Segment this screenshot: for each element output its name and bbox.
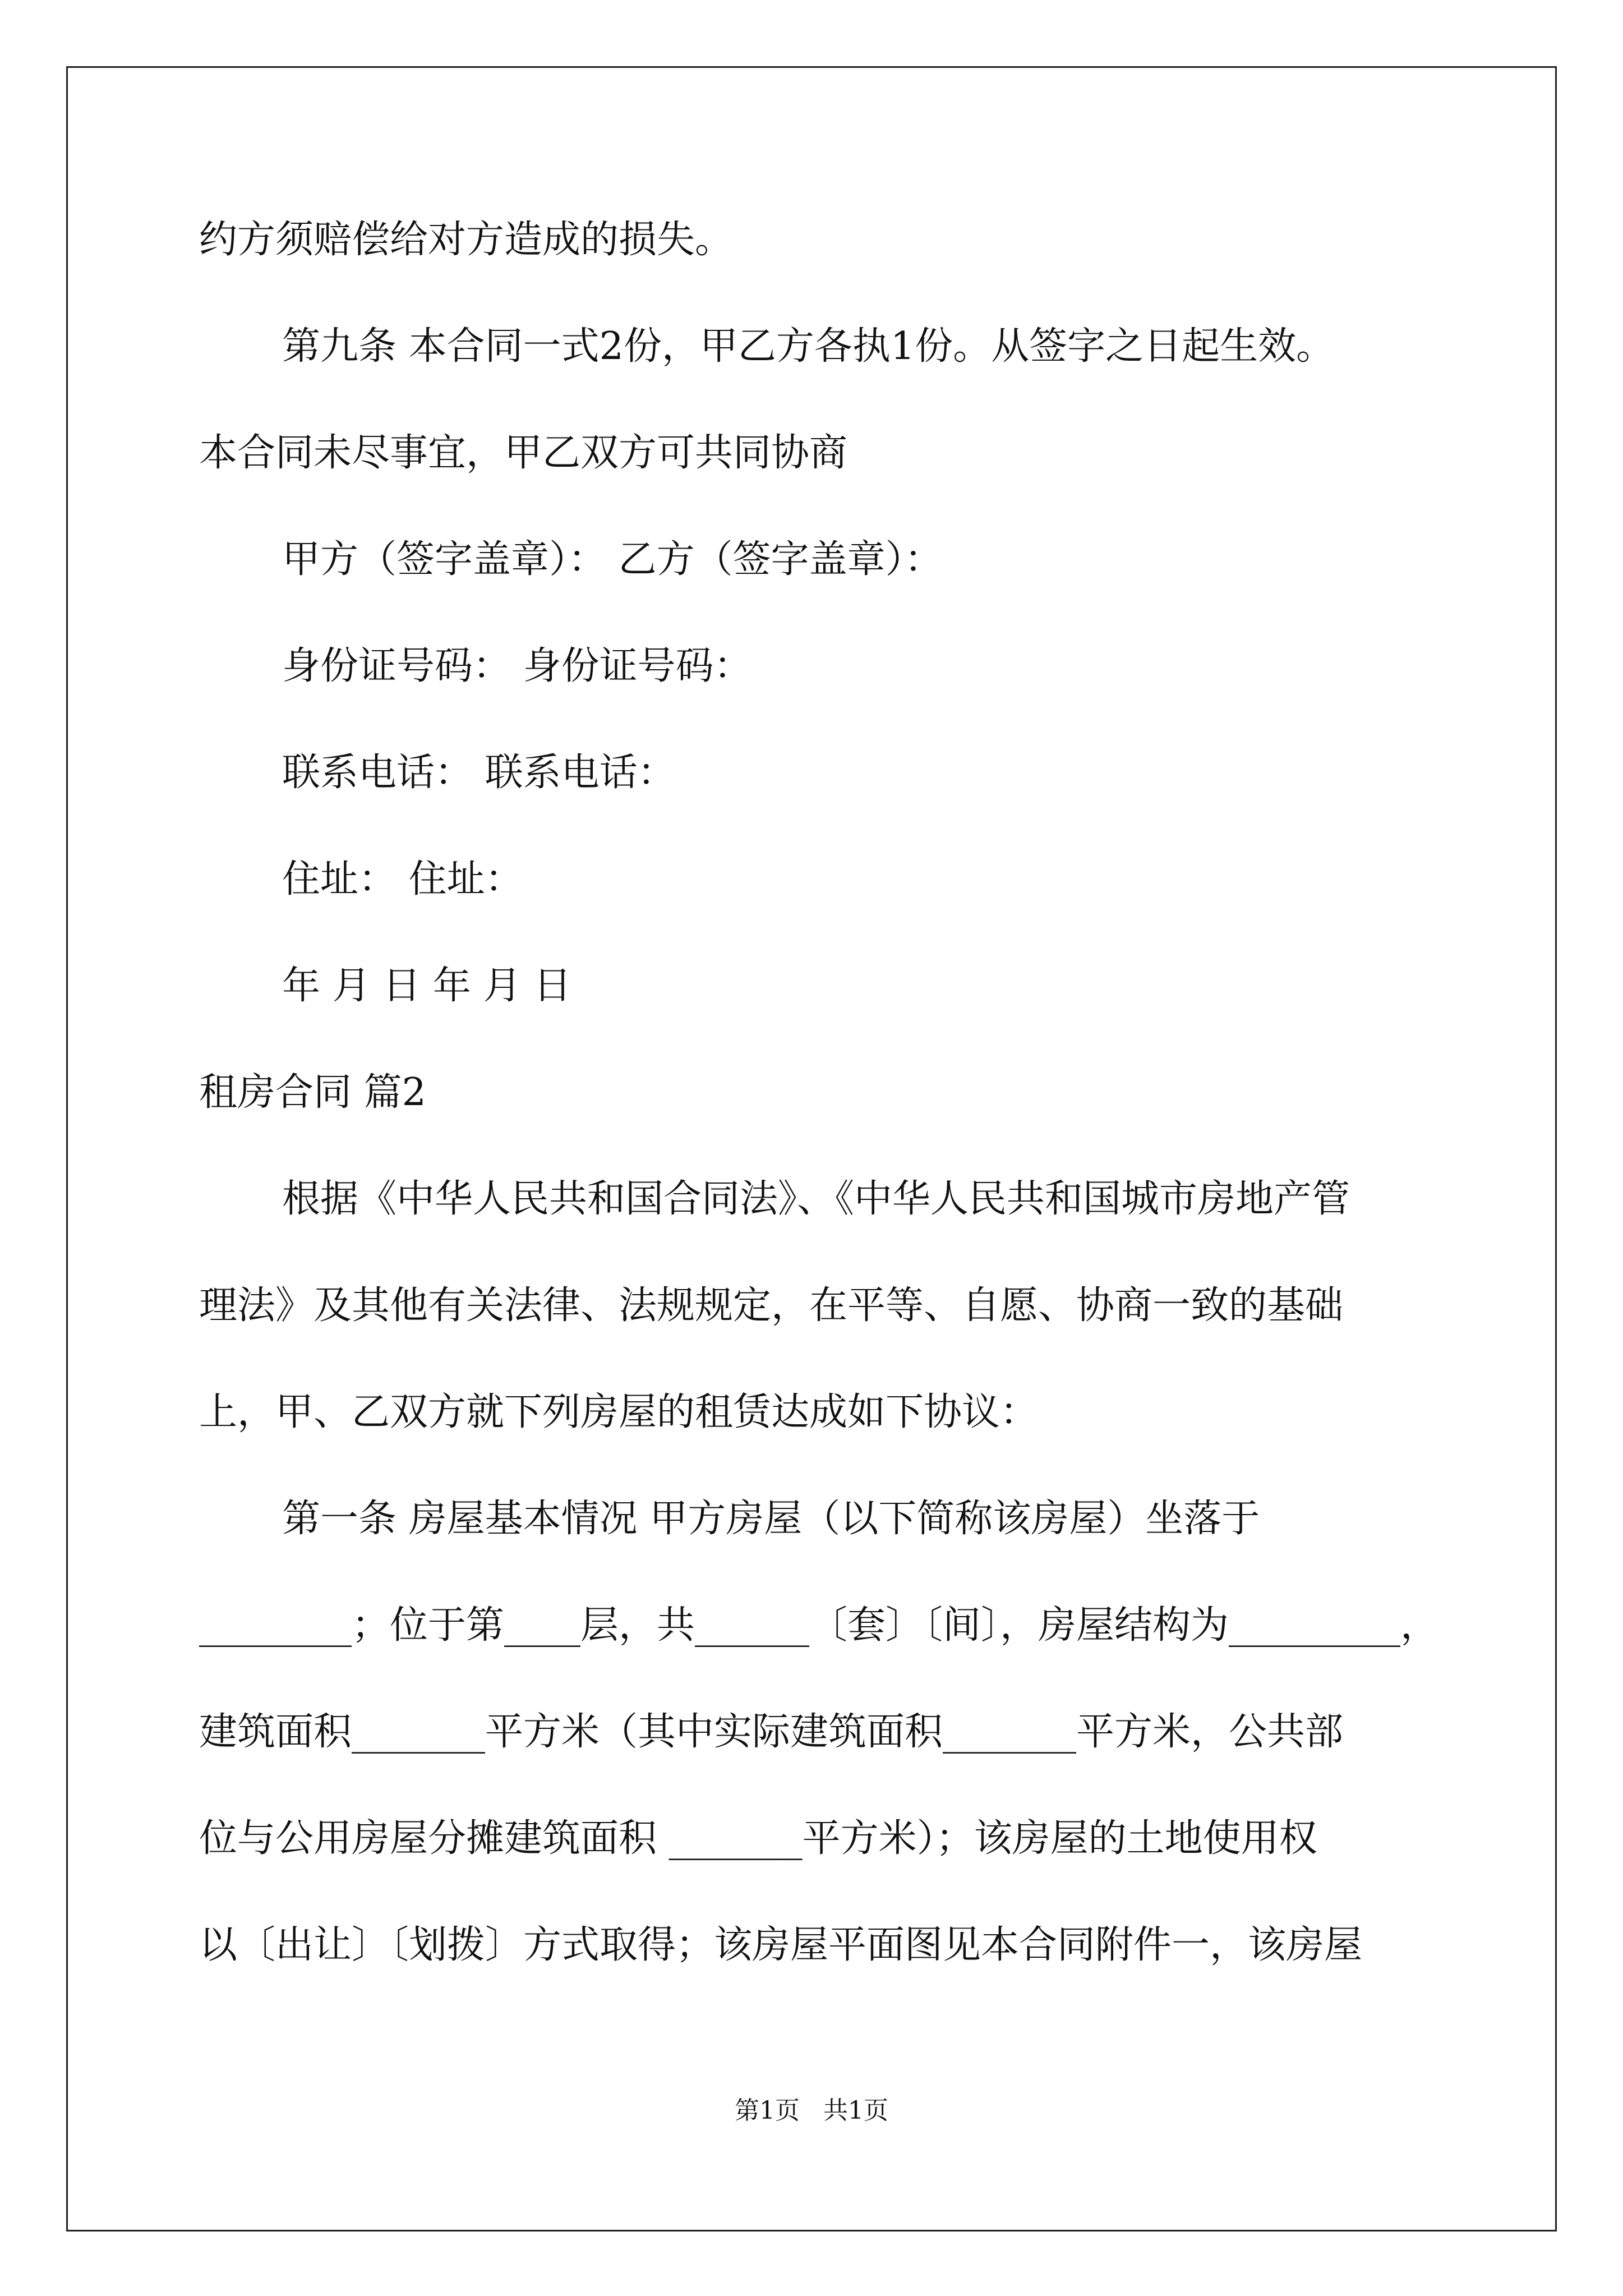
page-number: 第1页 共1页	[735, 2096, 888, 2125]
section-heading: 租房合同 篇2	[199, 1070, 426, 1115]
text-line: ________；位于第____层，共______〔套〕〔间〕，房屋结构为_________，	[199, 1603, 1439, 1648]
text-line: 第一条 房屋基本情况 甲方房屋（以下简称该房屋）坐落于	[282, 1497, 1260, 1541]
text-line: 住址： 住址：	[282, 857, 523, 901]
text-line: 甲方（签字盖章）： 乙方（签字盖章）：	[282, 537, 943, 582]
page-frame	[66, 66, 1557, 2231]
text-line: 年 月 日 年 月 日	[282, 964, 572, 1008]
text-line: 约方须赔偿给对方造成的损失。	[199, 218, 734, 262]
text-line: 本合同未尽事宜，甲乙双方可共同协商	[199, 431, 848, 475]
text-line: 联系电话： 联系电话：	[282, 751, 676, 795]
text-line: 根据《中华人民共和国合同法》、《中华人民共和国城市房地产管	[282, 1177, 1350, 1221]
text-line: 位与公用房屋分摊建筑面积 _______平方米）；该房屋的土地使用权	[199, 1816, 1317, 1861]
text-line: 以〔出让〕〔划拨〕方式取得；该房屋平面图见本合同附件一，该房屋	[199, 1923, 1363, 1967]
text-line: 理法》及其他有关法律、法规规定，在平等、自愿、协商一致的基础	[199, 1283, 1344, 1328]
text-line: 第九条 本合同一式2份，甲乙方各执1份。从签字之日起生效。	[282, 324, 1335, 369]
text-line: 上，甲、乙双方就下列房屋的租赁达成如下协议：	[199, 1390, 1039, 1434]
text-line: 身份证号码： 身份证号码：	[282, 644, 752, 688]
text-line: 建筑面积_______平方米（其中实际建筑面积_______平方米，公共部	[199, 1710, 1344, 1754]
